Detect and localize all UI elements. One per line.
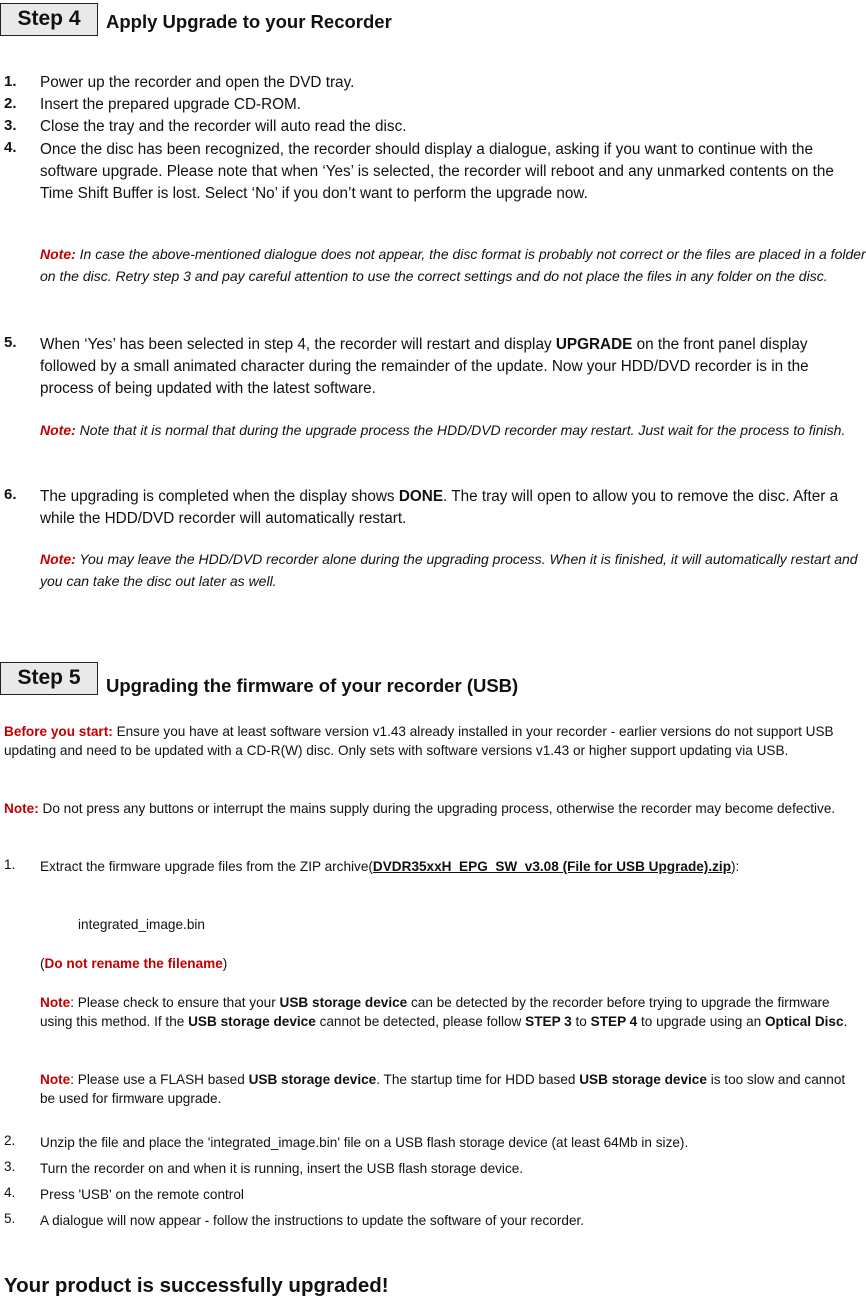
- note-label: Note:: [4, 801, 39, 816]
- item-text: The upgrading is completed when the display shows: [40, 488, 399, 505]
- note-label: Note:: [40, 551, 76, 567]
- step4-item-num: 1.: [4, 73, 17, 90]
- usb-device-term: USB storage device: [279, 995, 408, 1010]
- step4-item-num: 2.: [4, 95, 17, 112]
- upgrade-display-text: UPGRADE: [555, 336, 633, 353]
- before-text: Ensure you have at least software version v1.43 already installed in your recorder - earlier versions do not support USB updating and need to be updated with a CD-R(W) disc. Only sets with software versions v1.43 or higher support updating via USB.: [4, 724, 834, 758]
- step5-item-4: Press 'USB' on the remote control: [40, 1187, 244, 1202]
- step4-item-1: Power up the recorder and open the DVD tray.: [40, 74, 355, 91]
- step4-title: Apply Upgrade to your Recorder: [106, 11, 392, 32]
- note-text: cannot be detected, please follow: [315, 1014, 526, 1029]
- note-text: : Please check to ensure that your: [70, 995, 280, 1010]
- step5-item-2: Unzip the file and place the 'integrated_image.bin' file on a USB flash storage device (at least 64Mb in size).: [40, 1135, 689, 1150]
- usb-device-term: USB storage device: [579, 1072, 707, 1087]
- step3-ref: STEP 3: [525, 1014, 572, 1029]
- before-you-start: [4, 722, 862, 760]
- item-text: Extract the firmware upgrade files from the ZIP archive(: [40, 859, 373, 874]
- step4-item-3: Close the tray and the recorder will auto read the disc.: [40, 118, 407, 135]
- paren: (: [40, 956, 45, 971]
- step4-badge: Step 4: [0, 3, 98, 36]
- note-label: Note: [40, 1072, 71, 1087]
- optical-disc-term: Optical Disc: [764, 1014, 844, 1029]
- note-text: to upgrade using an: [637, 1014, 765, 1029]
- note-text: can be detected by the recorder before trying to upgrade the firmware using this method. If the: [40, 995, 830, 1029]
- paren: ): [222, 956, 228, 971]
- item-text: ):: [731, 859, 740, 874]
- success-message: Your product is successfully upgraded!: [4, 1274, 389, 1297]
- note-text: .: [843, 1014, 848, 1029]
- note-label: Note:: [40, 422, 76, 438]
- step5-item-1: [40, 857, 800, 876]
- rename-warning-text: Do not rename the filename: [44, 956, 223, 971]
- rename-warning: [40, 954, 227, 973]
- step4-item-5: [40, 334, 866, 400]
- step4-item-num: 3.: [4, 117, 17, 134]
- note-text: . The startup time for HDD based: [376, 1072, 580, 1087]
- filename: integrated_image.bin: [78, 917, 205, 932]
- usb-device-term: USB storage device: [188, 1014, 316, 1029]
- step5-general-note: [4, 799, 862, 818]
- step4-item-4: Once the disc has been recognized, the recorder should display a dialogue, asking if you want to continue with the software upgrade. Please note that when ‘Yes’ is selected, the recorder will reboot and any unmarked contents on the Time Shift Buffer is lost. Select ‘No’ if you don’t want to perform the upgrade now.: [40, 141, 834, 202]
- before-label: Before you start:: [4, 724, 113, 739]
- step4-note-2: [40, 420, 866, 442]
- step4-item-6: [40, 486, 866, 530]
- item-text: . The tray will open to allow you to remove the disc. After a while the HDD/DVD recorder will automatically restart.: [40, 488, 839, 527]
- usb-device-term: USB storage device: [248, 1072, 377, 1087]
- step4-item-num: 4.: [4, 139, 17, 156]
- step4-note-3: [40, 549, 866, 592]
- note-text: Note that it is normal that during the upgrade process the HDD/DVD recorder may restart. Just wait for the process to finish.: [79, 422, 846, 438]
- step5-item-5: A dialogue will now appear - follow the instructions to update the software of your recorder.: [40, 1213, 585, 1228]
- item-text: on the front panel display followed by a small animated character during the remainder of the update. Now your HDD/DVD recorder is in the process of being updated with the latest software.: [40, 336, 809, 397]
- step5-note-a: [40, 993, 864, 1031]
- step5-item-3: Turn the recorder on and when it is running, insert the USB flash storage device.: [40, 1161, 524, 1176]
- note-text: You may leave the HDD/DVD recorder alone during the upgrading process. When it is finished, it will automatically restart and you can take the disc out later as well.: [40, 551, 858, 589]
- step4-item-num: 5.: [4, 334, 17, 351]
- note-label: Note:: [40, 246, 76, 262]
- done-display-text: DONE: [398, 488, 444, 505]
- step5-item-num: 3.: [4, 1159, 16, 1174]
- step5-note-b: [40, 1070, 864, 1108]
- note-text: : Please use a FLASH based: [70, 1072, 249, 1087]
- step5-item-num: 4.: [4, 1185, 16, 1200]
- step5-item-num: 1.: [4, 857, 16, 872]
- note-text: is too slow and cannot be used for firmware upgrade.: [40, 1072, 846, 1106]
- zip-archive-link[interactable]: DVDR35xxH_EPG_SW_v3.08 (File for USB Upgrade).zip: [372, 859, 731, 874]
- step5-badge: Step 5: [0, 662, 98, 695]
- step4-note-1: [40, 244, 866, 287]
- step5-item-num: 2.: [4, 1133, 16, 1148]
- note-label: Note: [40, 995, 71, 1010]
- note-text: to: [571, 1014, 591, 1029]
- note-text: In case the above-mentioned dialogue does not appear, the disc format is probably not correct or the files are placed in a folder on the disc. Retry step 3 and pay careful attention to use the correct settings and do not place the files in any folder on the disc.: [40, 246, 866, 284]
- item-text: When ‘Yes’ has been selected in step 4, the recorder will restart and display: [40, 336, 556, 353]
- note-text: Do not press any buttons or interrupt the mains supply during the upgrading process, otherwise the recorder may become defective.: [42, 801, 836, 816]
- step4-item-2: Insert the prepared upgrade CD-ROM.: [40, 96, 302, 113]
- step4-item-num: 6.: [4, 486, 17, 503]
- step4-ref: STEP 4: [590, 1014, 638, 1029]
- step5-item-num: 5.: [4, 1211, 16, 1226]
- step5-title: Upgrading the firmware of your recorder (USB): [106, 675, 519, 696]
